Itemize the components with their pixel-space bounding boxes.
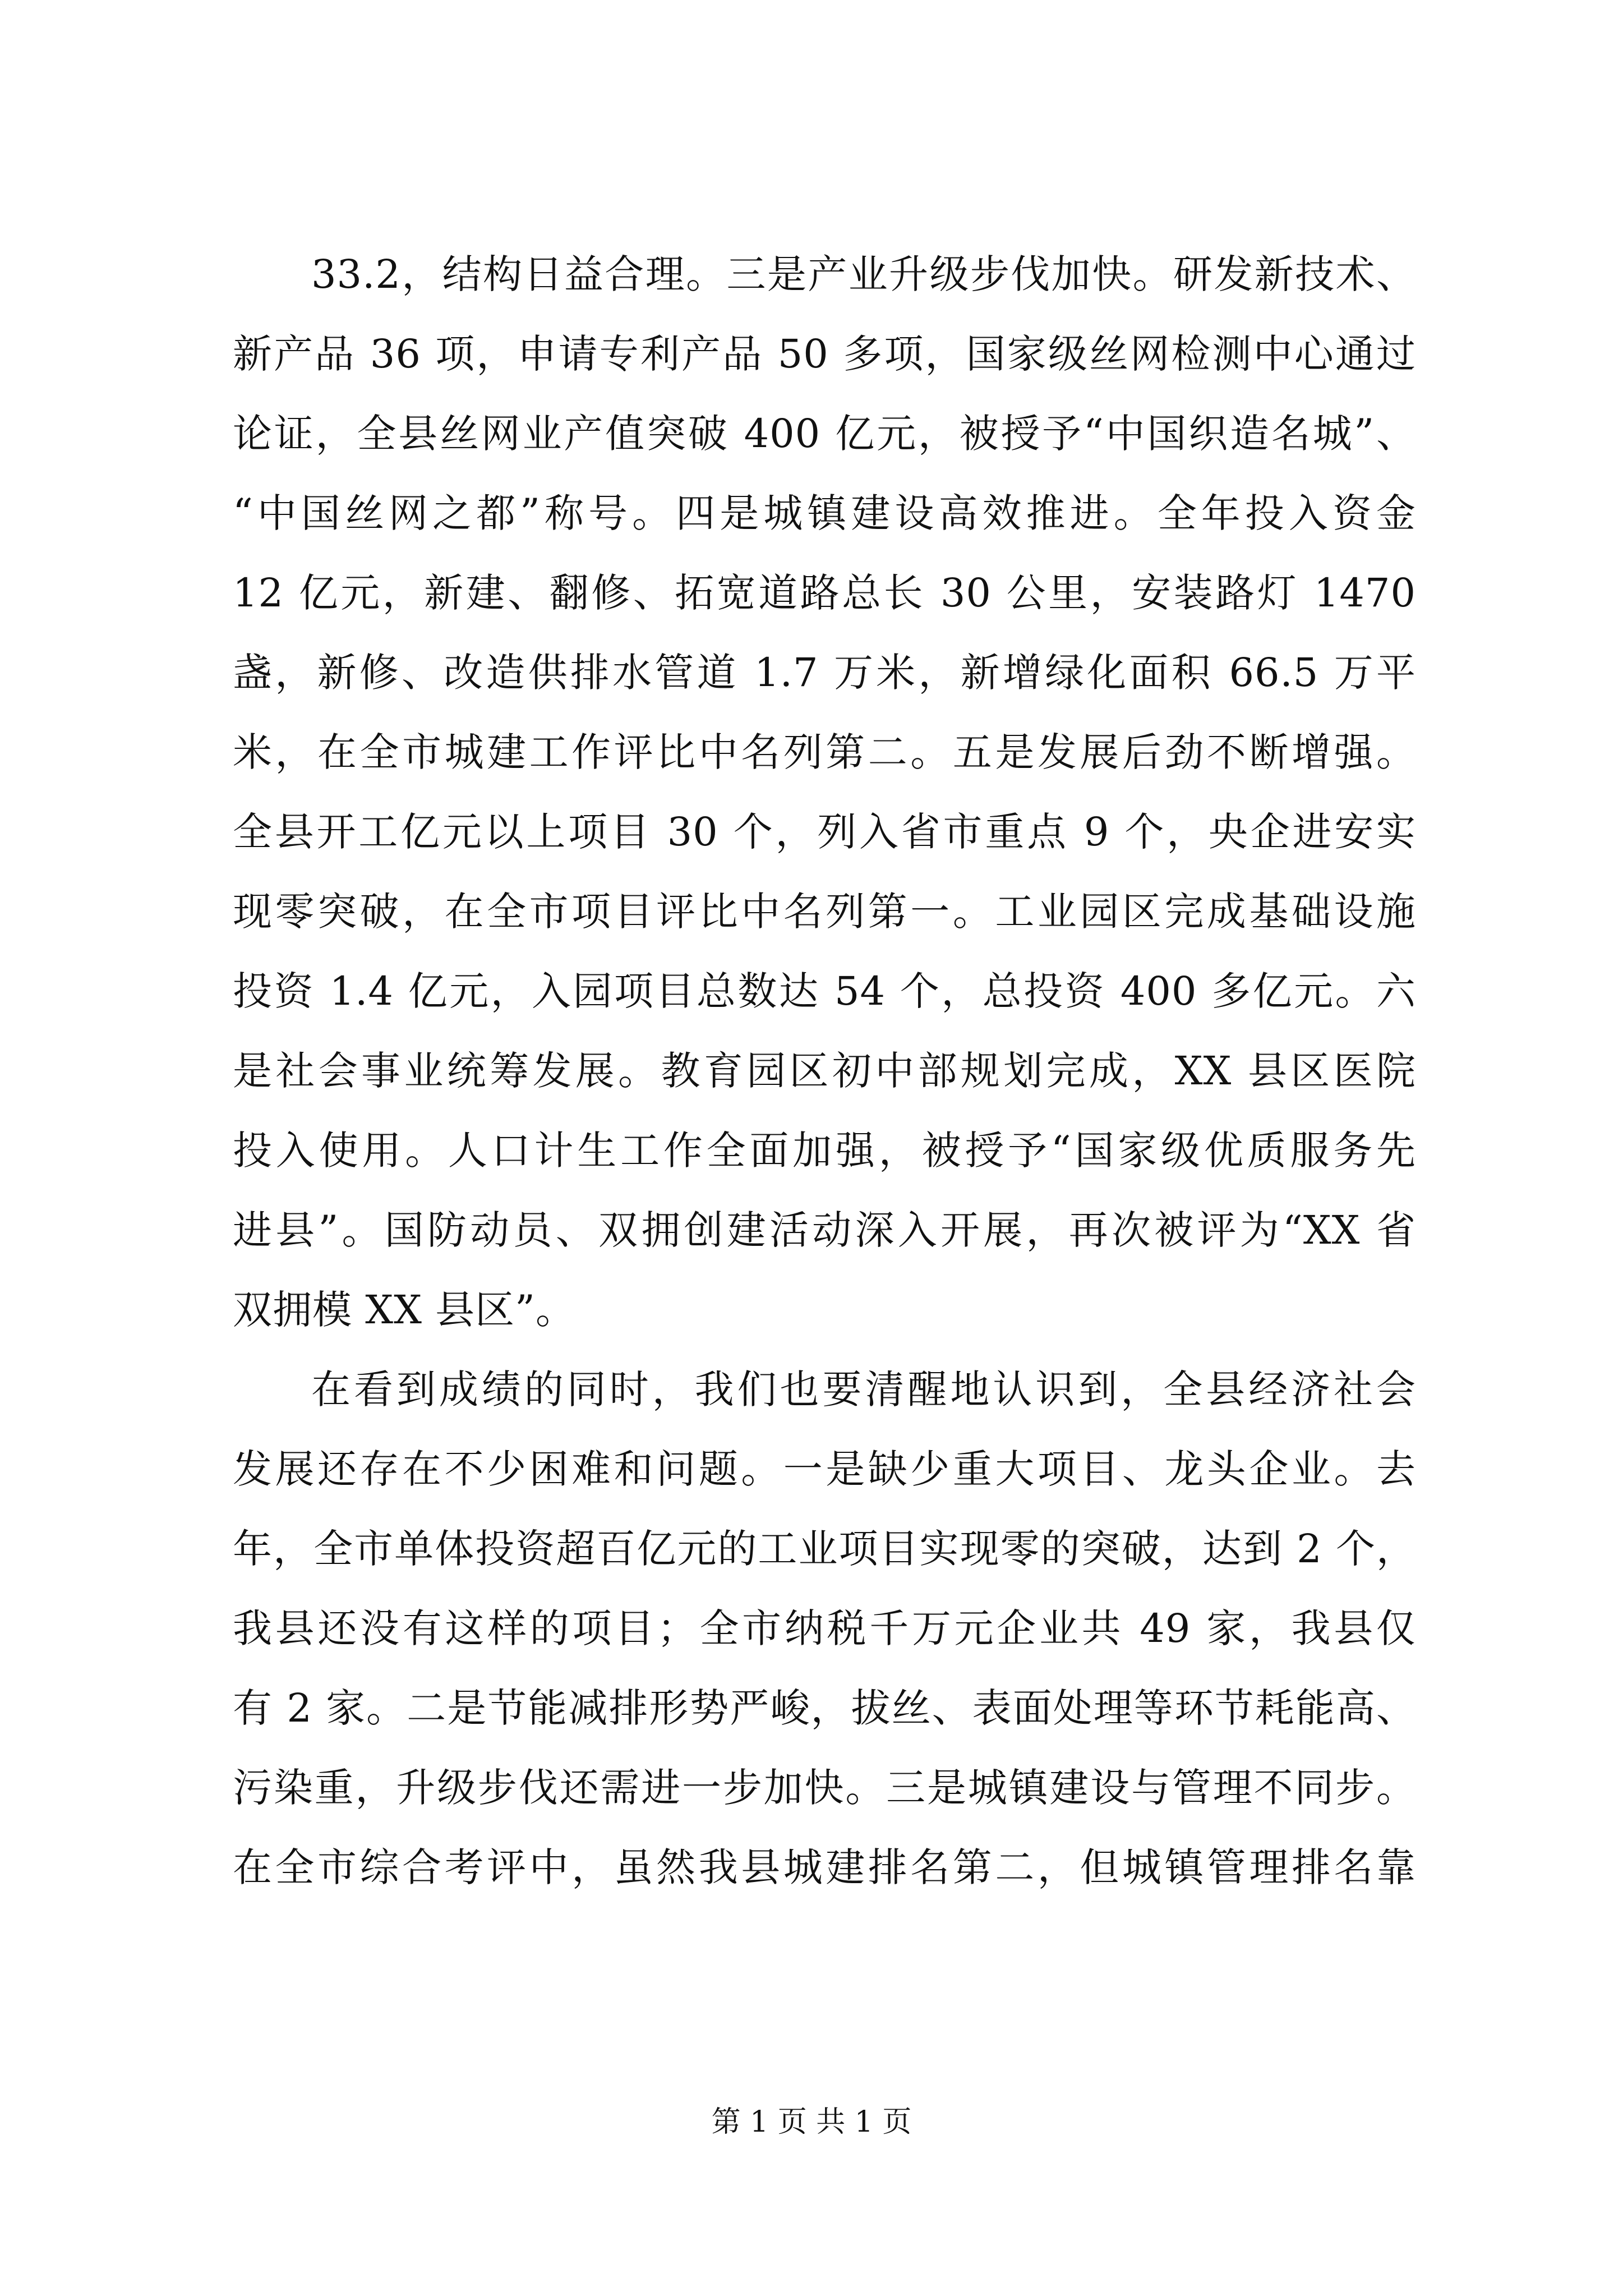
text-line: 在全市综合考评中，虽然我县城建排名第二，但城镇管理排名靠 xyxy=(233,1844,1416,1890)
text-line: 有 2 家。二是节能减排形势严峻，拔丝、表面处理等环节耗能高、 xyxy=(233,1685,1416,1731)
text-line: 全县开工亿元以上项目 30 个，列入省市重点 9 个，央企进安实 xyxy=(233,809,1416,855)
text-line: 12 亿元，新建、翻修、拓宽道路总长 30 公里，安装路灯 1470 xyxy=(233,570,1416,616)
text-line: 33.2，结构日益合理。三是产业升级步伐加快。研发新技术、 xyxy=(311,251,1416,297)
body-text xyxy=(233,234,1416,1907)
text-line: 投资 1.4 亿元，入园项目总数达 54 个，总投资 400 多亿元。六 xyxy=(233,968,1416,1014)
text-line: 盏，新修、改造供排水管道 1.7 万米，新增绿化面积 66.5 万平 xyxy=(233,650,1416,696)
text-line: 是社会事业统筹发展。教育园区初中部规划完成，XX 县区医院 xyxy=(233,1048,1416,1094)
text-line: 论证，全县丝网业产值突破 400 亿元，被授予“中国织造名城”、 xyxy=(233,411,1416,457)
text-line: “中国丝网之都”称号。四是城镇建设高效推进。全年投入资金 xyxy=(233,490,1416,536)
page-number-label: 第 1 页 共 1 页 xyxy=(711,2105,912,2139)
text-line: 年，全市单体投资超百亿元的工业项目实现零的突破，达到 2 个， xyxy=(233,1526,1416,1572)
text-line: 进县”。国防动员、双拥创建活动深入开展，再次被评为“XX 省 xyxy=(233,1207,1416,1253)
text-line: 发展还存在不少困难和问题。一是缺少重大项目、龙头企业。去 xyxy=(233,1446,1416,1492)
text-line: 米，在全市城建工作评比中名列第二。五是发展后劲不断增强。 xyxy=(233,729,1416,775)
text-line: 双拥模 XX 县区”。 xyxy=(233,1287,575,1333)
text-line: 现零突破，在全市项目评比中名列第一。工业园区完成基础设施 xyxy=(233,889,1416,935)
text-line: 投入使用。人口计生工作全面加强，被授予“国家级优质服务先 xyxy=(233,1128,1416,1174)
text-line: 我县还没有这样的项目；全市纳税千万元企业共 49 家，我县仅 xyxy=(233,1605,1416,1651)
page-footer xyxy=(0,2102,1623,2142)
text-line: 污染重，升级步伐还需进一步加快。三是城镇建设与管理不同步。 xyxy=(233,1765,1416,1811)
text-line: 在看到成绩的同时，我们也要清醒地认识到，全县经济社会 xyxy=(311,1366,1416,1412)
text-line: 新产品 36 项，申请专利产品 50 多项，国家级丝网检测中心通过 xyxy=(233,331,1416,377)
